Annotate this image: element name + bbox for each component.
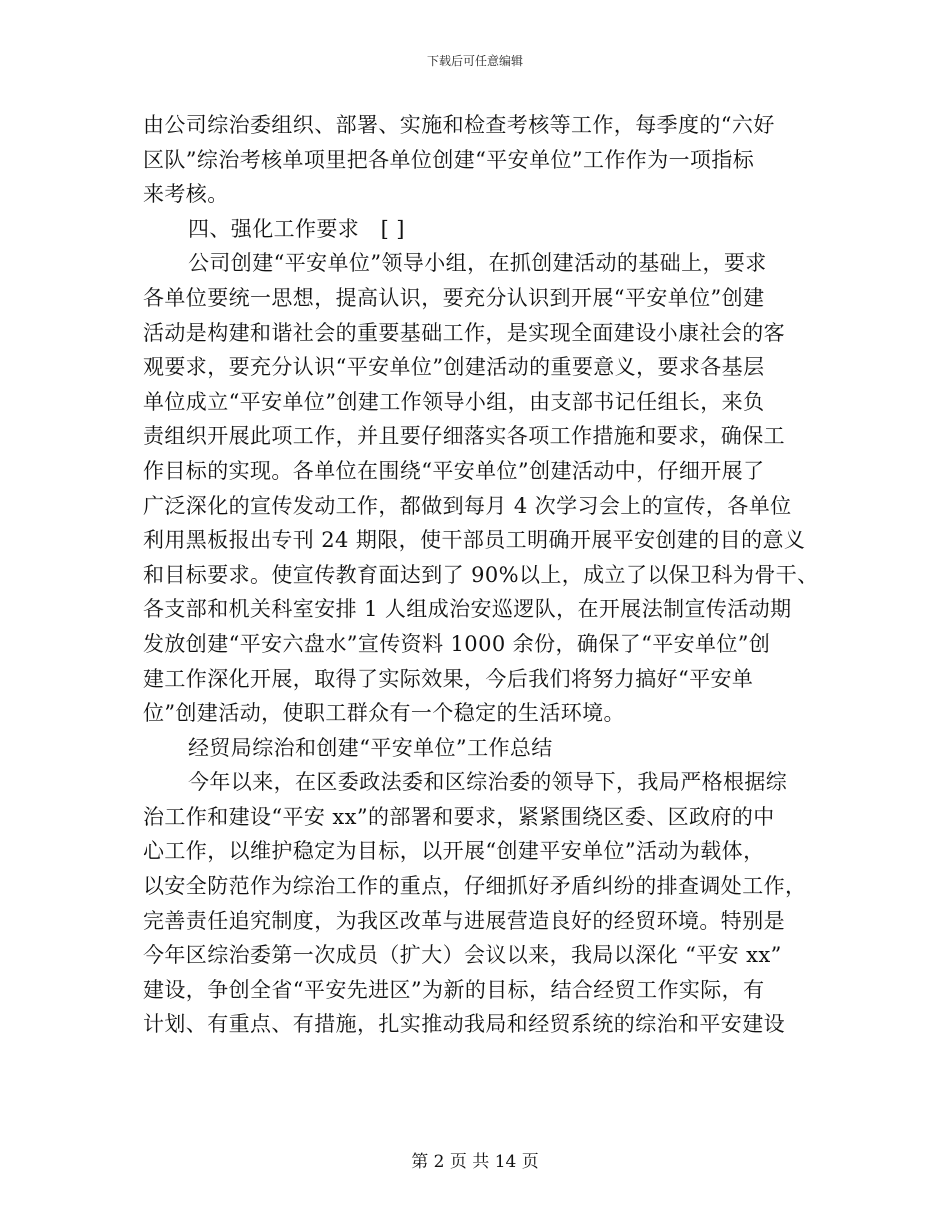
body-line: 由公司综治委组织、部署、实施和检查考核等工作，每季度的“六好 <box>143 113 775 137</box>
body-line: 区队”综治考核单项里把各单位创建“平安单位”工作作为一项指标 <box>143 147 755 172</box>
body-line: 治工作和建设“平安 xx”的部署和要求，紧紧围绕区委、区政府的中 <box>143 804 775 829</box>
body-line: 和目标要求。使宣传教育面达到了 90%以上，成立了以保卫科为骨干、 <box>143 562 819 587</box>
body-line: 完善责任追究制度，为我区改革与进展营造良好的经贸环境。特别是 <box>143 908 785 933</box>
body-line: 广泛深化的宣传发动工作，都做到每月 4 次学习会上的宣传，各单位 <box>143 493 792 518</box>
document-title: 经贸局综治和创建“平安单位”工作总结 <box>188 735 553 760</box>
body-line: 建设，争创全省“平安先进区”为新的目标，结合经贸工作实际，有 <box>143 977 765 1002</box>
body-line: 作目标的实现。各单位在围绕“平安单位”创建活动中，仔细开展了 <box>143 458 765 483</box>
body-line: 责组织开展此项工作，并且要仔细落实各项工作措施和要求，确保工 <box>143 424 785 449</box>
body-line: 公司创建“平安单位”领导小组，在抓创建活动的基础上，要求 <box>188 251 767 276</box>
body-line: 心工作，以维护稳定为目标，以开展“创建平安单位”活动为载体， <box>143 839 765 864</box>
body-line: 利用黑板报出专刊 24 期限，使干部员工明确开展平安创建的目的意义 <box>143 528 806 553</box>
body-line: 发放创建“平安六盘水”宣传资料 1000 余份，确保了“平安单位”创 <box>143 631 771 656</box>
body-line: 今年以来，在区委政法委和区综治委的领导下，我局严格根据综 <box>188 770 788 795</box>
body-line: 计划、有重点、有措施，扎实推动我局和经贸系统的综治和平安建设 <box>143 1012 785 1037</box>
body-line: 位”创建活动，使职工群众有一个稳定的生活环境。 <box>143 701 625 726</box>
body-line: 活动是构建和谐社会的重要基础工作，是实现全面建设小康社会的客 <box>143 320 785 345</box>
body-line: 单位成立“平安单位”创建工作领导小组，由支部书记任组长，来负 <box>143 389 765 414</box>
body-line: 来考核。 <box>143 182 229 207</box>
page-number-footer: 第 2 页 共 14 页 <box>411 1152 539 1172</box>
body-line: 观要求，要充分认识“平安单位”创建活动的重要意义，要求各基层 <box>143 355 765 380</box>
body-line: 各支部和机关科室安排 1 人组成治安巡逻队，在开展法制宣传活动期 <box>143 597 792 622</box>
body-line: 今年区综治委第一次成员（扩大）会议以来，我局以深化 “平安 xx” <box>143 943 782 968</box>
body-line: 各单位要统一思想，提高认识，要充分认识到开展“平安单位”创建 <box>143 285 765 310</box>
page-header: 下载后可任意编辑 <box>426 54 523 68</box>
body-line: 建工作深化开展，取得了实际效果，今后我们将努力搞好“平安单 <box>143 666 754 691</box>
section-heading: 四、强化工作要求 [ ] <box>188 216 405 241</box>
body-line: 以安全防范作为综治工作的重点，仔细抓好矛盾纠纷的排查调处工作， <box>143 874 807 899</box>
document-body <box>143 108 819 1042</box>
